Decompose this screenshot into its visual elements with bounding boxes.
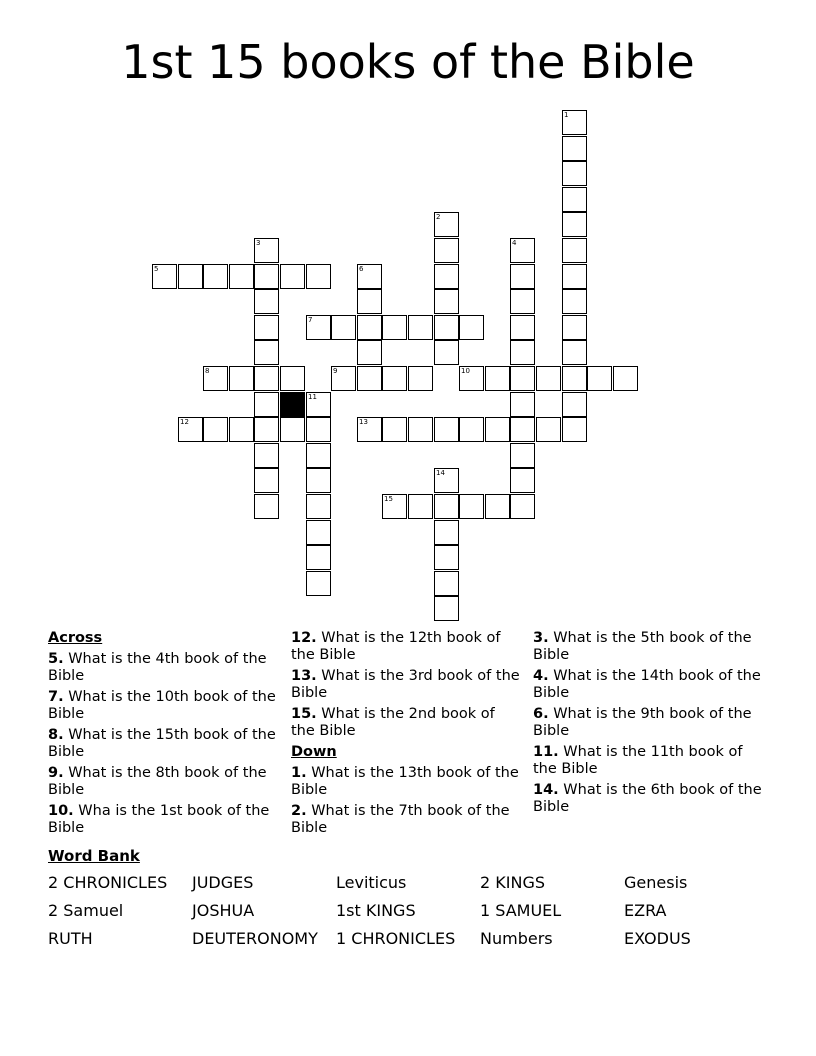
crossword-cell[interactable] xyxy=(434,289,459,314)
crossword-cell[interactable] xyxy=(152,264,177,289)
word-bank-item: 2 Samuel xyxy=(48,901,124,920)
crossword-cell[interactable] xyxy=(229,417,254,442)
crossword-cell[interactable] xyxy=(306,315,331,340)
word-bank-item: RUTH xyxy=(48,929,93,948)
crossword-cell[interactable] xyxy=(306,392,331,417)
crossword-cell[interactable] xyxy=(562,315,587,340)
crossword-cell[interactable] xyxy=(254,238,279,263)
crossword-cell[interactable] xyxy=(485,494,510,519)
word-bank-item: EZRA xyxy=(624,901,667,920)
word-bank-item: Numbers xyxy=(480,929,553,948)
crossword-cell[interactable] xyxy=(434,264,459,289)
crossword-cell[interactable] xyxy=(203,366,228,391)
crossword-cell[interactable] xyxy=(434,571,459,596)
crossword-cell[interactable] xyxy=(587,366,612,391)
crossword-cell[interactable] xyxy=(510,366,535,391)
crossword-cell[interactable] xyxy=(485,417,510,442)
crossword-cell[interactable] xyxy=(306,443,331,468)
crossword-cell[interactable] xyxy=(254,392,279,417)
word-bank-item: 1 SAMUEL xyxy=(480,901,562,920)
word-bank-item: 2 KINGS xyxy=(480,873,545,892)
crossword-cell[interactable] xyxy=(280,264,305,289)
crossword-cell[interactable] xyxy=(459,366,484,391)
clue-across-10: 10. Wha is the 1st book of the Bible xyxy=(48,803,270,836)
clue-across-8: 8. What is the 15th book of the Bible xyxy=(48,727,276,760)
crossword-cell[interactable] xyxy=(510,238,535,263)
clue-across-12: 12. What is the 12th book of the Bible xyxy=(291,630,501,663)
clue-number: 7 xyxy=(308,316,313,324)
clue-number: 1 xyxy=(564,111,569,119)
crossword-cell[interactable] xyxy=(306,264,331,289)
crossword-cell[interactable] xyxy=(434,545,459,570)
clue-across-9: 9. What is the 8th book of the Bible xyxy=(48,765,267,798)
crossword-cell[interactable] xyxy=(331,315,356,340)
clue-number: 12 xyxy=(180,418,189,426)
crossword-cell[interactable] xyxy=(254,366,279,391)
crossword-cell[interactable] xyxy=(536,366,561,391)
crossword-cell[interactable] xyxy=(408,366,433,391)
crossword-cell[interactable] xyxy=(203,264,228,289)
crossword-cell[interactable] xyxy=(382,315,407,340)
crossword-cell[interactable] xyxy=(203,417,228,442)
crossword-cell[interactable] xyxy=(562,340,587,365)
crossword-cell[interactable] xyxy=(306,468,331,493)
clue-number: 15 xyxy=(384,495,393,503)
clue-number: 13 xyxy=(359,418,368,426)
crossword-cell[interactable] xyxy=(178,264,203,289)
crossword-cell[interactable] xyxy=(459,494,484,519)
crossword-cell[interactable] xyxy=(485,366,510,391)
crossword-cell[interactable] xyxy=(434,520,459,545)
clue-column-3 xyxy=(533,630,768,820)
crossword-cell[interactable] xyxy=(613,366,638,391)
clue-number: 11 xyxy=(308,393,317,401)
black-cell xyxy=(280,392,305,417)
crossword-cell[interactable] xyxy=(357,264,382,289)
crossword-cell[interactable] xyxy=(510,340,535,365)
clue-number: 6 xyxy=(359,265,364,273)
crossword-cell[interactable] xyxy=(434,315,459,340)
word-bank-heading: Word Bank xyxy=(48,847,140,865)
word-bank-item: 1st KINGS xyxy=(336,901,416,920)
word-bank-item: DEUTERONOMY xyxy=(192,929,318,948)
word-bank-item: 1 CHRONICLES xyxy=(336,929,456,948)
crossword-cell[interactable] xyxy=(178,417,203,442)
crossword-cell[interactable] xyxy=(408,417,433,442)
crossword-cell[interactable] xyxy=(408,315,433,340)
crossword-cell[interactable] xyxy=(254,289,279,314)
crossword-cell[interactable] xyxy=(510,468,535,493)
crossword-cell[interactable] xyxy=(357,340,382,365)
crossword-cell[interactable] xyxy=(382,417,407,442)
clue-down-3: 3. What is the 5th book of the Bible xyxy=(533,630,752,663)
clue-column-1 xyxy=(48,630,278,841)
crossword-cell[interactable] xyxy=(562,366,587,391)
crossword-cell[interactable] xyxy=(562,161,587,186)
crossword-cell[interactable] xyxy=(562,289,587,314)
down-heading: Down xyxy=(291,744,337,760)
crossword-cell[interactable] xyxy=(306,571,331,596)
crossword-cell[interactable] xyxy=(254,340,279,365)
crossword-cell[interactable] xyxy=(562,264,587,289)
crossword-cell[interactable] xyxy=(562,187,587,212)
crossword-cell[interactable] xyxy=(510,392,535,417)
crossword-cell[interactable] xyxy=(254,468,279,493)
crossword-cell[interactable] xyxy=(434,494,459,519)
crossword-cell[interactable] xyxy=(408,494,433,519)
crossword-cell[interactable] xyxy=(459,315,484,340)
across-heading: Across xyxy=(48,630,103,646)
crossword-cell[interactable] xyxy=(357,366,382,391)
crossword-cell[interactable] xyxy=(280,366,305,391)
crossword-cell[interactable] xyxy=(382,366,407,391)
crossword-cell[interactable] xyxy=(306,545,331,570)
word-bank-item: EXODUS xyxy=(624,929,691,948)
page-title: 1st 15 books of the Bible xyxy=(121,35,695,89)
crossword-cell[interactable] xyxy=(357,315,382,340)
crossword-cell[interactable] xyxy=(254,443,279,468)
clue-number: 9 xyxy=(333,367,338,375)
clue-number: 4 xyxy=(512,239,517,247)
clue-number: 10 xyxy=(461,367,470,375)
crossword-cell[interactable] xyxy=(562,417,587,442)
crossword-cell[interactable] xyxy=(434,417,459,442)
crossword-cell[interactable] xyxy=(229,366,254,391)
crossword-cell[interactable] xyxy=(254,264,279,289)
crossword-cell[interactable] xyxy=(510,443,535,468)
clue-across-7: 7. What is the 10th book of the Bible xyxy=(48,689,276,722)
crossword-cell[interactable] xyxy=(510,315,535,340)
clue-down-1: 1. What is the 13th book of the Bible xyxy=(291,765,519,798)
word-bank-item: Genesis xyxy=(624,873,688,892)
crossword-cell[interactable] xyxy=(459,417,484,442)
word-bank-item: JOSHUA xyxy=(192,901,255,920)
crossword-cell[interactable] xyxy=(510,264,535,289)
crossword-cell[interactable] xyxy=(306,417,331,442)
crossword-cell[interactable] xyxy=(510,289,535,314)
clue-number: 8 xyxy=(205,367,210,375)
crossword-cell[interactable] xyxy=(357,289,382,314)
word-bank xyxy=(48,873,768,949)
clue-number: 3 xyxy=(256,239,261,247)
crossword-cell[interactable] xyxy=(510,494,535,519)
clue-number: 14 xyxy=(436,469,445,477)
clue-down-6: 6. What is the 9th book of the Bible xyxy=(533,706,752,739)
clue-number: 5 xyxy=(154,265,159,273)
clue-across-13: 13. What is the 3rd book of the Bible xyxy=(291,668,520,701)
crossword-cell[interactable] xyxy=(434,212,459,237)
crossword-cell[interactable] xyxy=(562,212,587,237)
clue-column-2 xyxy=(291,630,523,841)
crossword-cell[interactable] xyxy=(280,417,305,442)
word-bank-item: Leviticus xyxy=(336,873,407,892)
crossword-cell[interactable] xyxy=(382,494,407,519)
crossword-cell[interactable] xyxy=(562,136,587,161)
clue-number: 2 xyxy=(436,213,441,221)
crossword-cell[interactable] xyxy=(254,417,279,442)
crossword-cell[interactable] xyxy=(562,392,587,417)
crossword-cell[interactable] xyxy=(510,417,535,442)
crossword-cell[interactable] xyxy=(254,494,279,519)
crossword-cell[interactable] xyxy=(536,417,561,442)
clue-down-11: 11. What is the 11th book of the Bible xyxy=(533,744,743,777)
clue-down-4: 4. What is the 14th book of the Bible xyxy=(533,668,761,701)
crossword-cell[interactable] xyxy=(434,238,459,263)
crossword-cell[interactable] xyxy=(562,110,587,135)
word-bank-item: 2 CHRONICLES xyxy=(48,873,168,892)
crossword-cell[interactable] xyxy=(434,340,459,365)
clue-down-14: 14. What is the 6th book of the Bible xyxy=(533,782,762,815)
crossword-cell[interactable] xyxy=(306,520,331,545)
crossword-cell[interactable] xyxy=(331,366,356,391)
crossword-cell[interactable] xyxy=(434,468,459,493)
clue-across-5: 5. What is the 4th book of the Bible xyxy=(48,651,267,684)
crossword-cell[interactable] xyxy=(357,417,382,442)
crossword-cell[interactable] xyxy=(229,264,254,289)
crossword-cell[interactable] xyxy=(434,596,459,621)
word-bank-item: JUDGES xyxy=(192,873,254,892)
crossword-cell[interactable] xyxy=(562,238,587,263)
crossword-cell[interactable] xyxy=(306,494,331,519)
clue-down-2: 2. What is the 7th book of the Bible xyxy=(291,803,510,836)
crossword-cell[interactable] xyxy=(254,315,279,340)
clue-across-15: 15. What is the 2nd book of the Bible xyxy=(291,706,495,739)
